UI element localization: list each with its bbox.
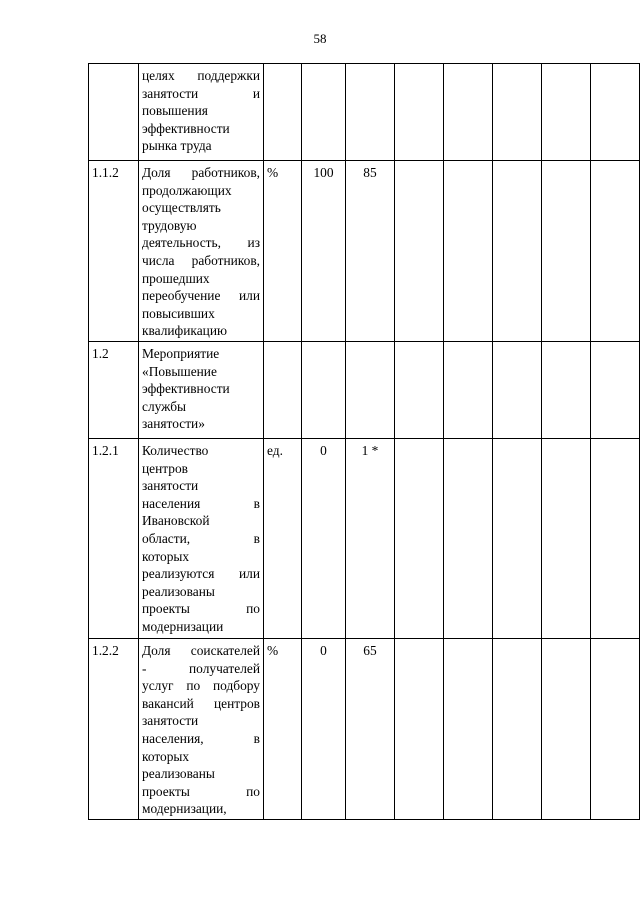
indicator-name-line: занятости	[142, 478, 199, 494]
empty-value-cell	[395, 342, 444, 439]
indicator-name-line: эффективности	[142, 381, 230, 397]
empty-value-cell	[395, 439, 444, 639]
row-number-cell: 1.2.1	[89, 439, 139, 639]
indicator-name-line: числа работников,	[142, 252, 260, 268]
indicator-name-line: деятельность, из	[142, 235, 260, 251]
indicator-name-line: услуг по подбору	[142, 678, 260, 694]
target-value-cell: 1 *	[346, 439, 395, 639]
empty-value-cell	[493, 439, 542, 639]
empty-value-cell	[444, 342, 493, 439]
empty-value-cell	[591, 439, 640, 639]
empty-value-cell	[591, 161, 640, 342]
table-row	[89, 161, 640, 342]
indicator-name-line: населения, в	[142, 730, 260, 746]
page-number: 58	[313, 31, 327, 46]
indicator-name-cell	[139, 64, 264, 161]
indicator-name-line: проекты по	[142, 783, 260, 799]
empty-value-cell	[395, 161, 444, 342]
table-row	[89, 639, 640, 820]
indicator-name-line: осуществлять	[142, 200, 221, 216]
unit-cell: %	[264, 639, 302, 820]
target-value-cell: 65	[346, 639, 395, 820]
indicator-name-line: занятости и	[142, 85, 260, 101]
row-number-cell	[89, 64, 139, 161]
empty-value-cell	[542, 342, 591, 439]
indicator-name-cell	[139, 161, 264, 342]
unit-cell	[264, 342, 302, 439]
row-number-cell: 1.1.2	[89, 161, 139, 342]
empty-value-cell	[444, 64, 493, 161]
indicator-name-cell	[139, 439, 264, 639]
indicator-name-line: центров	[142, 460, 189, 476]
indicator-name-line: Мероприятие	[142, 346, 220, 361]
base-value-cell	[302, 64, 346, 161]
indicator-name-line: занятости»	[142, 416, 205, 432]
indicator-name-cell	[139, 342, 264, 439]
base-value-cell: 0	[302, 439, 346, 639]
empty-value-cell	[493, 639, 542, 820]
indicator-name-line: Ивановской	[142, 513, 210, 529]
indicator-name-line: которых	[142, 548, 190, 564]
empty-value-cell	[493, 64, 542, 161]
indicator-name-line: вакансий центров	[142, 695, 260, 711]
base-value-cell	[302, 342, 346, 439]
indicator-name-line: населения в	[142, 495, 260, 511]
empty-value-cell	[444, 639, 493, 820]
indicator-name-line: проекты по	[142, 601, 260, 617]
empty-value-cell	[542, 439, 591, 639]
indicator-name-line: модернизации,	[142, 801, 227, 817]
indicator-name-line: продолжающих	[142, 182, 232, 198]
indicator-name-line: службы	[142, 398, 187, 414]
indicator-name-line: Количество	[142, 443, 209, 458]
base-value-cell: 100	[302, 161, 346, 342]
table-row	[89, 64, 640, 161]
empty-value-cell	[542, 64, 591, 161]
indicator-name-line: реализуются или	[142, 566, 260, 582]
empty-value-cell	[542, 161, 591, 342]
indicator-name-line: области, в	[142, 530, 260, 546]
indicator-name-line: рынка труда	[142, 138, 212, 154]
empty-value-cell	[444, 161, 493, 342]
indicator-name-line: модернизации	[142, 618, 224, 634]
row-number-cell: 1.2	[89, 342, 139, 439]
empty-value-cell	[493, 161, 542, 342]
indicator-name-line: эффективности	[142, 120, 230, 136]
empty-value-cell	[395, 639, 444, 820]
base-value-cell: 0	[302, 639, 346, 820]
empty-value-cell	[493, 342, 542, 439]
indicator-name-line: занятости	[142, 713, 199, 729]
indicator-name-line: целях поддержки	[142, 68, 260, 83]
table-body	[89, 64, 640, 820]
target-value-cell: 85	[346, 161, 395, 342]
empty-value-cell	[395, 64, 444, 161]
indicator-name-line: - получателей	[142, 660, 260, 676]
indicator-name-line: реализованы	[142, 583, 215, 599]
empty-value-cell	[591, 639, 640, 820]
empty-value-cell	[542, 639, 591, 820]
indicator-name-line: реализованы	[142, 766, 215, 782]
indicator-name-line: Доля соискателей	[142, 643, 260, 658]
empty-value-cell	[591, 342, 640, 439]
indicator-name-line: повышения	[142, 103, 208, 119]
target-value-cell	[346, 342, 395, 439]
unit-cell: %	[264, 161, 302, 342]
indicator-name-line: повысивших	[142, 305, 215, 321]
indicator-name-line: прошедших	[142, 270, 210, 286]
indicator-name-line: квалификацию	[142, 323, 227, 339]
empty-value-cell	[591, 64, 640, 161]
indicators-table	[88, 63, 640, 820]
unit-cell	[264, 64, 302, 161]
target-value-cell	[346, 64, 395, 161]
indicator-name-line: «Повышение	[142, 363, 217, 379]
empty-value-cell	[444, 439, 493, 639]
indicator-name-cell	[139, 639, 264, 820]
row-number-cell: 1.2.2	[89, 639, 139, 820]
table-row	[89, 342, 640, 439]
indicator-name-line: переобучение или	[142, 288, 260, 304]
table-row	[89, 439, 640, 639]
indicator-name-line: трудовую	[142, 217, 197, 233]
indicator-name-line: Доля работников,	[142, 165, 260, 180]
indicator-name-line: которых	[142, 748, 190, 764]
unit-cell: ед.	[264, 439, 302, 639]
